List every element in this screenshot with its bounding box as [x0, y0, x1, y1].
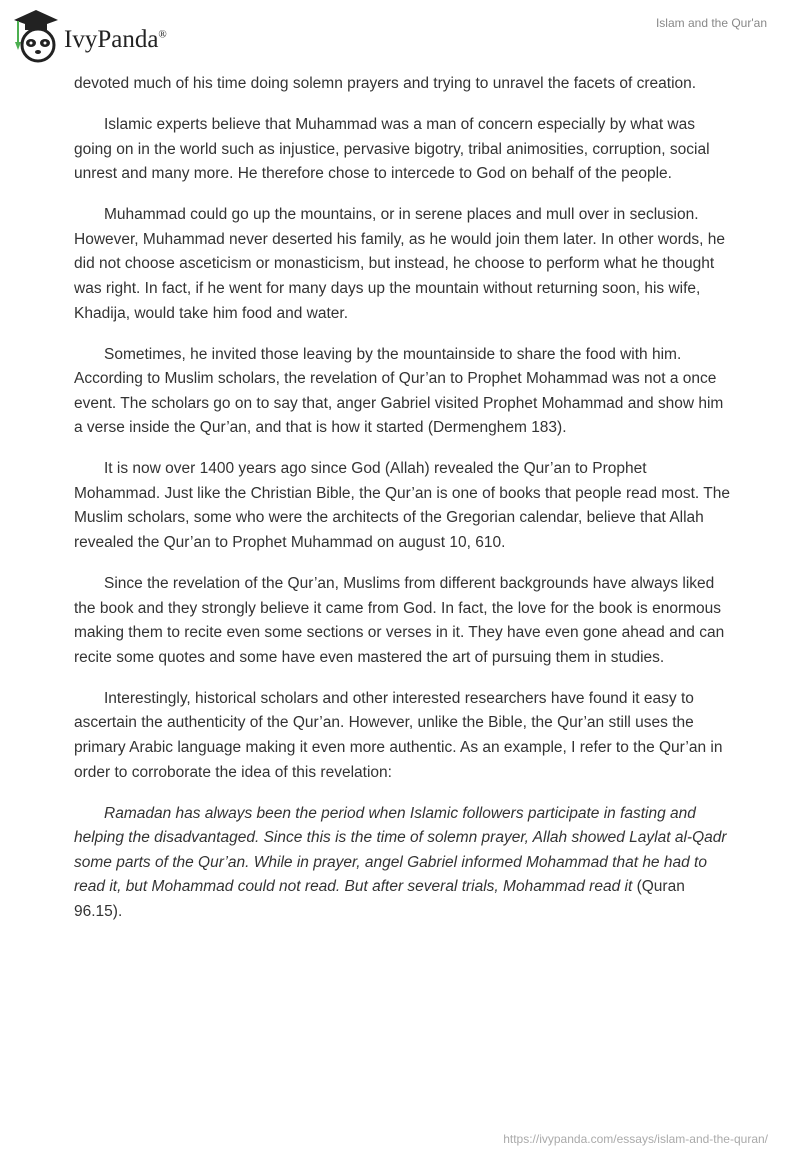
- ivypanda-logo[interactable]: [12, 8, 167, 64]
- logo-text: IvyPanda: [64, 26, 159, 53]
- paragraph: devoted much of his time doing solemn prayers and trying to unravel the facets of creation.: [74, 75, 697, 92]
- quote-text: Ramadan has always been the period when Islamic followers participate in fasting and helping the disadvantaged. Since this is the time of solemn prayer, Allah showed Laylat al-Qadr some parts of the Qur’an. While in prayer, angel Gabriel informed Mohammad that he had to read it, but Mohammad could not read. But after several trials, Mohammad read it: [74, 804, 727, 896]
- source-url[interactable]: https://ivypanda.com/essays/islam-and-the-quran/: [503, 1132, 768, 1146]
- paragraph: Islamic experts believe that Muhammad was a man of concern especially by what was going on in the world such as injustice, pervasive bigotry, tribal animosities, corruption, social unrest and many more. He therefore chose to intercede to God on behalf of the people.: [74, 115, 710, 183]
- paragraph: Muhammad could go up the mountains, or in serene places and mull over in seclusion. However, Muhammad never deserted his family, as he would join them later. In other words, he did not choose asceticism or monasticism, but instead, he choose to perform what he thought was right. In fact, if he went for many days up the mountain without returning soon, his wife, Khadija, would take him food and water.: [74, 206, 726, 322]
- document-title: Islam and the Qur'an: [655, 16, 767, 30]
- panda-graduate-icon: [12, 8, 60, 64]
- quote-citation: (Quran 96.15).: [74, 878, 685, 920]
- block-quote: [74, 802, 730, 925]
- paragraph: It is now over 1400 years ago since God (Allah) revealed the Qur’an to Prophet Mohammad. Just like the Christian Bible, the Qur’an is one of books that people read most. The Muslim scholars, some who were the architects of the Gregorian calendar, believe that Allah revealed the Qur’an to Prophet Muhammad on august 10, 610.: [74, 460, 730, 552]
- registered-mark: ®: [158, 28, 167, 41]
- paragraph: Since the revelation of the Qur’an, Muslims from different backgrounds have always liked the book and they strongly believe it came from God. In fact, the love for the book is enormous making them to recite even some sections or verses in it. They have even gone ahead and can recite some quotes and some have even mastered the art of pursuing them in studies.: [74, 575, 725, 666]
- paragraph: Interestingly, historical scholars and other interested researchers have found it easy to ascertain the authenticity of the Qur’an. However, unlike the Bible, the Qur’an still uses the primary Arabic language making it even more authentic. As an example, I refer to the Qur’an in order to corroborate the idea of this revelation:: [74, 689, 723, 781]
- paragraph: Sometimes, he invited those leaving by the mountainside to share the food with him. According to Muslim scholars, the revelation of Qur’an to Prophet Mohammad was not a once event. The scholars go on to say that, anger Gabriel visited Prophet Mohammad and show him a verse inside the Qur’an, and that is how it started (Dermenghem 183).: [74, 345, 724, 437]
- essay-body: [74, 72, 730, 941]
